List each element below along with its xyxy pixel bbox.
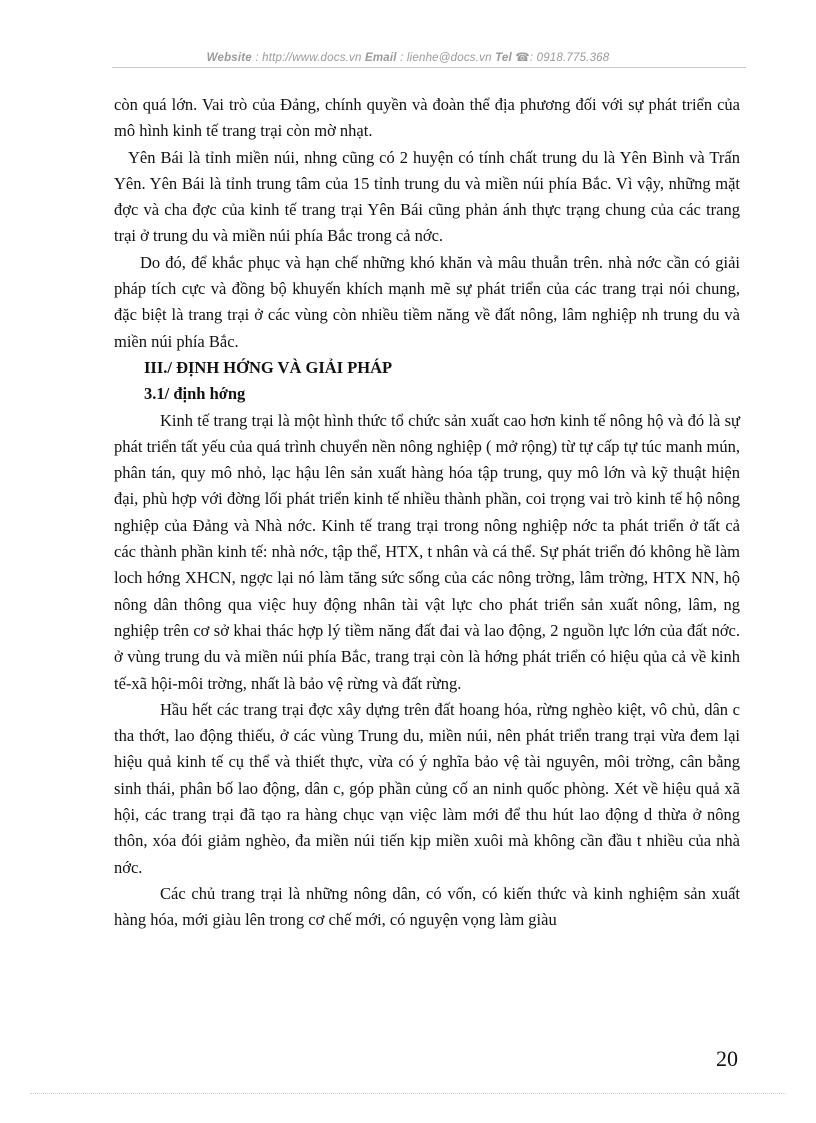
paragraph-5: Hầu hết các trang trại đợc xây dựng trên đất hoang hóa, rừng nghèo kiệt, vô chủ, dân c tha thớt, lao động thiếu, ở các vùng Trung du, miền núi, nên phát triển trang trại vừa đem lại hiệu quả kinh tế cụ thể và thiết thực, vừa có ý nghĩa bảo vệ tài nguyên, môi trờng, cân bằng sinh thái, phân bố lao động, dân c, góp phần củng cố an ninh quốc phòng. Xét về hiệu quả xã hội, các trang trại đã tạo ra hàng chục vạn việc làm mới để thu hút lao động d thừa ở nông thôn, xóa đói giảm nghèo, đa miền núi tiến kịp miền xuôi mà không cần đầu t nhiều của nhà nớc. [114,699,740,877]
tel-value: : 0918.775.368 [529,52,610,64]
email-label: Email [365,52,397,64]
paragraph-4: Kinh tế trang trại là một hình thức tổ chức sản xuất cao hơn kinh tế nông hộ và đó là sự phát triển tất yếu của quá trình chuyển nền nông nghiệp ( mở rộng) từ tự cấp tự túc manh mún, phân tán, quy mô nhỏ, lạc hậu lên sản xuất hàng hóa tập trung, quy mô lớn và kỹ thuật hiện đại, phù hợp với đờng lối phát triển kinh tế nhiều thành phần, coi trọng vai trò kinh tế hộ nông nghiệp của Đảng và Nhà nớc. Kinh tế trang trại trong nông nghiệp nớc ta phát triển ở tất cả các thành phần kinh tế: nhà nớc, tập thể, HTX, t nhân và cá thể. Sự phát triển đó không hề làm loch hớng XHCN, ngợc lại nó làm tăng sức sống của các nông trờng, lâm trờng, HTX NN, hộ nông dân thông qua việc huy động nhân tài vật lực cho phát triển sản xuất nông, lâm, ng nghiệp trên cơ sở khai thác hợp lý tiềm năng đất đai và lao động, 2 nguồn lực lớn của đất nớc. ở vùng trung du và miền núi phía Bắc, trang trại còn là hớng phát triển có hiệu qủa cả về kinh tế-xã hội-môi trờng, nhất là bảo vệ rừng và đất rừng. [114,410,740,693]
tel-label: Tel [495,52,512,64]
section-heading: III./ ĐỊNH HỚNG VÀ GIẢI PHÁP [144,357,393,377]
footer-divider [30,1093,786,1094]
website-value: : http://www.docs.vn [255,52,362,64]
paragraph-2: Yên Bái là tỉnh miền núi, nhng cũng có 2 huyện có tính chất trung du là Yên Bình và Trấn Yên. Yên Bái là tỉnh trung tâm của 15 tỉnh trung du và miền núi phía Bắc. Vì vậy, những mặt đợc và cha đợc của kinh tế trang trại Yên Bái cũng phản ánh thực trạng chung của các trang trại ở trung du và miền núi phía Bắc trong cả nớc. [114,147,740,246]
website-label: Website [206,52,252,64]
phone-icon: ☎ [515,52,530,64]
paragraph-3: Do đó, để khắc phục và hạn chế những khó khăn và mâu thuẫn trên. nhà nớc cần có giải pháp tích cực và đồng bộ khuyến khích mạnh mẽ sự phát triển của các trang trại nói chung, đặc biệt là trang trại ở các vùng còn nhiều tiềm năng về đất nông, lâm nghiệp nh trung du và miền núi phía Bắc. [114,252,740,351]
page-header [0,50,816,66]
paragraph-6: Các chủ trang trại là những nông dân, có vốn, có kiến thức và kinh nghiệm sản xuất hàng hóa, mới giàu lên trong cơ chế mới, có nguyện vọng làm giàu [114,883,740,930]
paragraph-1: còn quá lớn. Vai trò của Đảng, chính quyền và đoàn thể địa phương đối với sự phát triển của mô hình kinh tế trang trại còn mờ nhạt. [114,95,740,141]
header-divider [112,67,746,68]
document-body [114,92,740,934]
page-number: 20 [716,1046,738,1071]
subsection-heading: 3.1/ định hớng [144,384,246,404]
email-value: : lienhe@docs.vn [400,52,492,64]
